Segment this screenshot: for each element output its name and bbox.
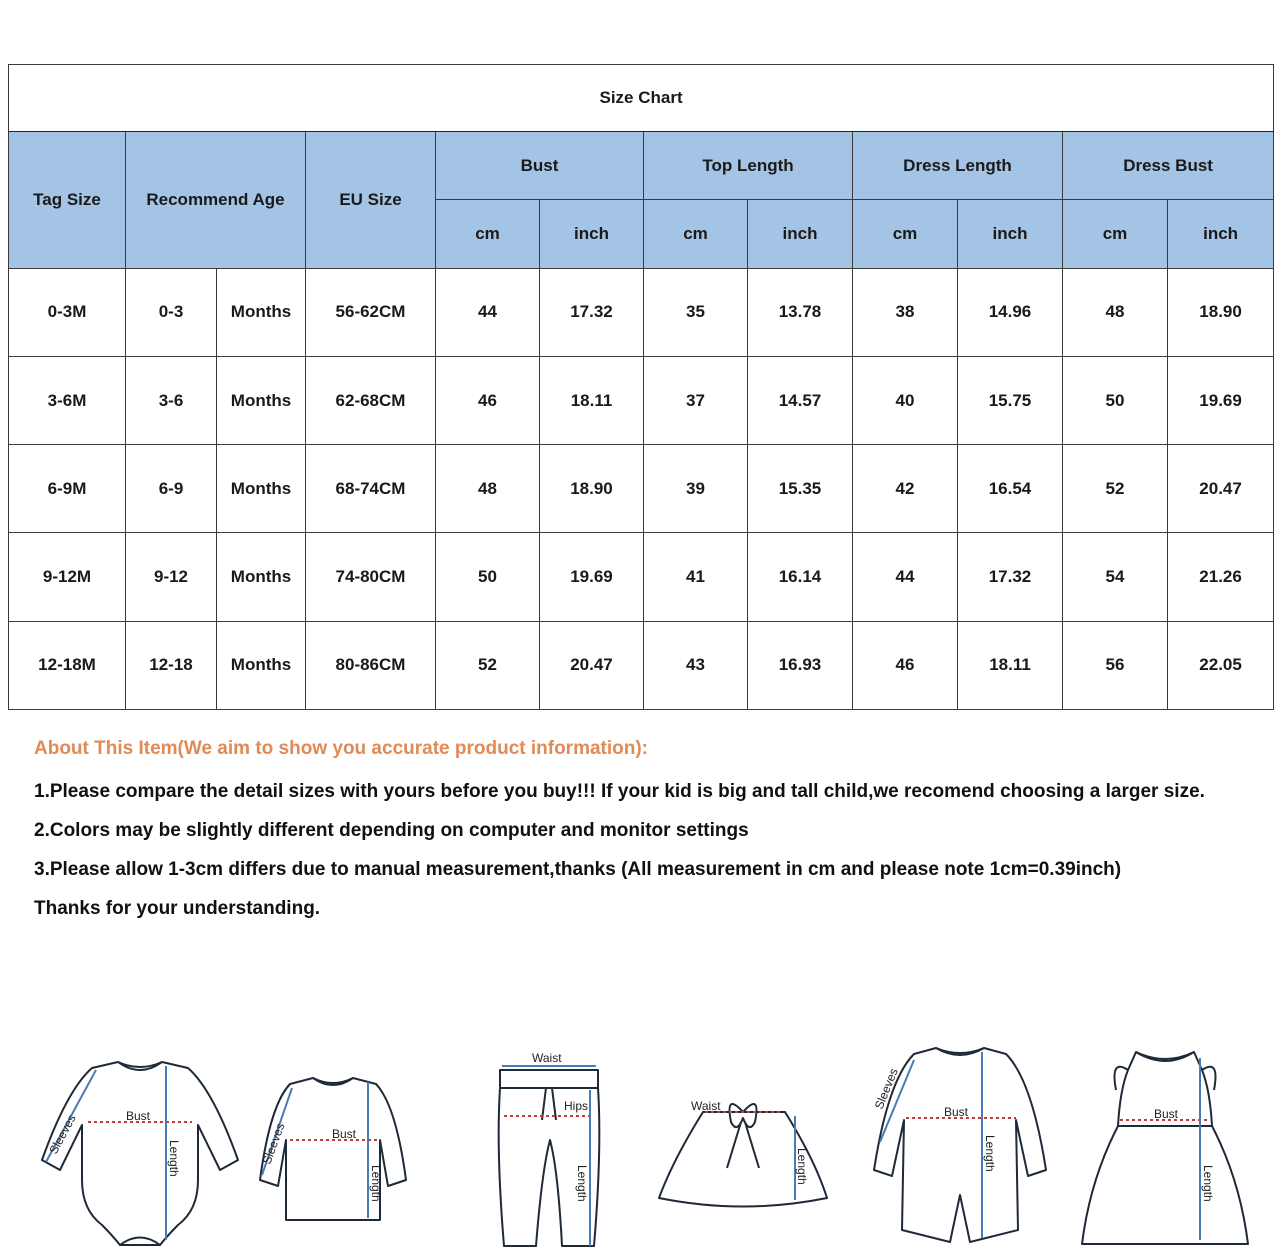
table-cell: 46 [853, 621, 958, 709]
table-cell: Months [217, 268, 306, 356]
table-cell: 19.69 [1168, 356, 1274, 444]
about-heading: About This Item(We aim to show you accurate product information): [34, 738, 649, 759]
table-cell: 14.57 [748, 356, 853, 444]
romper-sleeves-label: Sleeves [871, 1066, 901, 1112]
table-cell: 6-9M [9, 445, 126, 533]
table-cell: 14.96 [958, 268, 1063, 356]
table-cell: 15.35 [748, 445, 853, 533]
table-cell: 18.11 [540, 356, 644, 444]
table-cell: 18.90 [1168, 268, 1274, 356]
note-item: Thanks for your understanding. [34, 898, 321, 919]
table-cell: 16.54 [958, 445, 1063, 533]
header-bust: Bust [436, 132, 644, 200]
table-cell: 18.11 [958, 621, 1063, 709]
table-cell: 62-68CM [306, 356, 436, 444]
table-cell: Months [217, 621, 306, 709]
table-body [9, 268, 1274, 709]
table-cell: 22.05 [1168, 621, 1274, 709]
table-cell: 48 [1063, 268, 1168, 356]
header-unit-inch: inch [958, 200, 1063, 268]
table-cell: 0-3 [126, 268, 217, 356]
table-title: Size Chart [9, 65, 1274, 132]
table-cell: 6-9 [126, 445, 217, 533]
header-unit-cm: cm [644, 200, 748, 268]
table-cell: 54 [1063, 533, 1168, 621]
header-recommend-age: Recommend Age [126, 132, 306, 268]
romper-length-label: Length [983, 1135, 997, 1172]
table-cell: Months [217, 445, 306, 533]
table-cell: 3-6 [126, 356, 217, 444]
top-bust-label: Bust [332, 1127, 357, 1141]
note-item: 1.Please compare the detail sizes with yours before you buy!!! If your kid is big and tall child,we recomend choosing a larger size. [34, 781, 1205, 802]
note-item: 3.Please allow 1-3cm differs due to manual measurement,thanks (All measurement in cm and please note 1cm=0.39inch) [34, 859, 1122, 880]
table-cell: 40 [853, 356, 958, 444]
top-length-label: Length [369, 1165, 383, 1202]
table-cell: 16.14 [748, 533, 853, 621]
bodysuit-illustration [38, 1030, 243, 1251]
table-row [9, 533, 1274, 621]
header-eu-size: EU Size [306, 132, 436, 268]
top-illustration [258, 1030, 408, 1251]
table-cell: 52 [1063, 445, 1168, 533]
top-sleeves-label: Sleeves [259, 1121, 288, 1167]
table-cell: 17.32 [958, 533, 1063, 621]
header-unit-cm: cm [436, 200, 540, 268]
pants-waist-label: Waist [532, 1051, 562, 1065]
table-row [9, 268, 1274, 356]
skirt-waist-label: Waist [691, 1099, 721, 1113]
header-dress-length: Dress Length [853, 132, 1063, 200]
table-cell: 48 [436, 445, 540, 533]
table-cell: Months [217, 533, 306, 621]
table-cell: 68-74CM [306, 445, 436, 533]
table-cell: 80-86CM [306, 621, 436, 709]
table-row [9, 445, 1274, 533]
skirt-length-label: Length [795, 1148, 809, 1185]
table-cell: 46 [436, 356, 540, 444]
table-cell: 16.93 [748, 621, 853, 709]
table-cell: 74-80CM [306, 533, 436, 621]
header-dress-bust: Dress Bust [1063, 132, 1274, 200]
table-cell: 19.69 [540, 533, 644, 621]
table-cell: 44 [436, 268, 540, 356]
table-cell: 18.90 [540, 445, 644, 533]
header-top-length: Top Length [644, 132, 853, 200]
table-cell: 0-3M [9, 268, 126, 356]
header-unit-inch: inch [1168, 200, 1274, 268]
product-notes [34, 736, 1259, 935]
table-cell: 17.32 [540, 268, 644, 356]
table-cell: 35 [644, 268, 748, 356]
table-cell: 50 [1063, 356, 1168, 444]
skirt-illustration [655, 1030, 830, 1251]
dress-length-label: Length [1201, 1165, 1215, 1202]
table-row [9, 356, 1274, 444]
table-cell: 50 [436, 533, 540, 621]
table-cell: 15.75 [958, 356, 1063, 444]
table-cell: 12-18 [126, 621, 217, 709]
table-cell: 42 [853, 445, 958, 533]
bodysuit-bust-label: Bust [126, 1109, 151, 1123]
table-cell: 38 [853, 268, 958, 356]
table-cell: 21.26 [1168, 533, 1274, 621]
table-cell: 44 [853, 533, 958, 621]
note-item: 2.Colors may be slightly different depending on computer and monitor settings [34, 820, 749, 841]
table-cell: 56-62CM [306, 268, 436, 356]
header-unit-cm: cm [1063, 200, 1168, 268]
pants-illustration [490, 1030, 610, 1251]
romper-illustration [870, 1030, 1055, 1251]
table-cell: 20.47 [540, 621, 644, 709]
header-tag-size: Tag Size [9, 132, 126, 268]
dress-bust-label: Bust [1154, 1107, 1179, 1121]
pants-hips-label: Hips [564, 1099, 589, 1113]
table-cell: 39 [644, 445, 748, 533]
header-unit-cm: cm [853, 200, 958, 268]
romper-bust-label: Bust [944, 1105, 969, 1119]
table-cell: 9-12 [126, 533, 217, 621]
table-cell: 13.78 [748, 268, 853, 356]
table-cell: 20.47 [1168, 445, 1274, 533]
table-cell: Months [217, 356, 306, 444]
table-cell: 52 [436, 621, 540, 709]
bodysuit-sleeves-label: Sleeves [46, 1112, 79, 1157]
header-unit-inch: inch [748, 200, 853, 268]
table-row [9, 621, 1274, 709]
table-cell: 12-18M [9, 621, 126, 709]
dress-illustration [1080, 1030, 1250, 1251]
header-unit-inch: inch [540, 200, 644, 268]
table-cell: 9-12M [9, 533, 126, 621]
table-cell: 41 [644, 533, 748, 621]
table-cell: 37 [644, 356, 748, 444]
garment-illustrations [0, 1030, 1280, 1251]
table-cell: 3-6M [9, 356, 126, 444]
bodysuit-length-label: Length [167, 1140, 181, 1177]
table-cell: 56 [1063, 621, 1168, 709]
size-chart-table [8, 64, 1274, 710]
table-cell: 43 [644, 621, 748, 709]
pants-length-label: Length [575, 1165, 589, 1202]
